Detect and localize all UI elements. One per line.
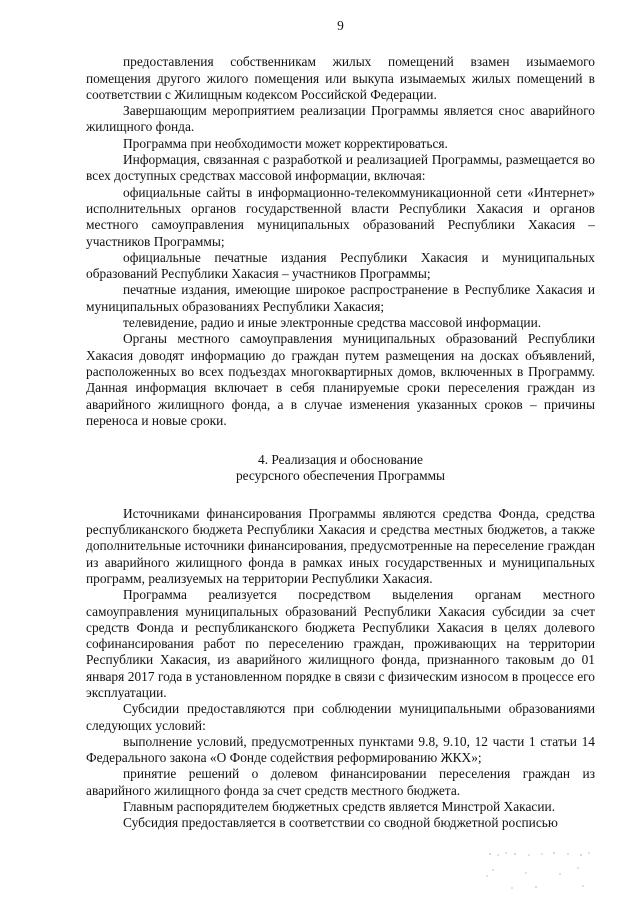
paragraph: Субсидии предоставляются при соблюдении муниципальными образованиями следующих условий:: [86, 701, 595, 733]
list-item: принятие решений о долевом финансировании переселения граждан из аварийного жилищного фонда за счет средств местного бюджета.: [86, 766, 595, 798]
section-heading: [86, 452, 595, 485]
paragraph: Субсидия предоставляется в соответствии со сводной бюджетной росписью: [123, 815, 558, 831]
list-item: официальные сайты в информационно-телекоммуникационной сети «Интернет» исполнительных органов государственной власти Республики Хакасия и органов местного самоуправления муниципальных образований Республики Хакасия – участников Программы;: [86, 184, 595, 249]
section-heading-line: 4. Реализация и обоснование: [258, 452, 423, 468]
paragraph: предоставления собственникам жилых помещений взамен изымаемого помещения другого жилого помещения или выкупа изымаемых жилых помещений в соответствии с Жилищным кодексом Российской Федерации.: [86, 54, 595, 102]
scan-noise-specks: [484, 846, 596, 892]
paragraph: Завершающим мероприятием реализации Программы является снос аварийного жилищного фонда.: [86, 103, 595, 135]
paragraph: Источниками финансирования Программы являются средства Фонда, средства республиканского бюджета Республики Хакасия и средства местных бюджетов, а также дополнительные источники финансирования, предусмотренные на переселение граждан из аварийного жилищного фонда в рамках иных государственных и муниципальных программ, реализуемых на территории Республики Хакасия.: [86, 505, 595, 586]
document-page: [86, 18, 595, 832]
section-heading-line: ресурсного обеспечения Программы: [235, 468, 446, 484]
paragraph: Главным распорядителем бюджетных средств является Минстрой Хакасии.: [123, 799, 556, 815]
list-item: официальные печатные издания Республики Хакасия и муниципальных образований Республики Хакасия – участников Программы;: [86, 249, 595, 282]
paragraph: Органы местного самоуправления муниципальных образований Республики Хакасия доводят информацию до граждан путем размещения на досках объявлений, расположенных во всех подъездах многоквартирных домов, включенных в Программу. Данная информация включает в себя планируемые сроки переселения граждан из аварийного жилищного фонда, а в случае изменения указанных сроков – причины переноса и новые сроки.: [86, 331, 595, 428]
paragraph: Программа при необходимости может корректироваться.: [123, 135, 448, 151]
list-item: печатные издания, имеющие широкое распространение в Республике Хакасия и муниципальных образованиях Республики Хакасия;: [86, 282, 595, 314]
list-item: выполнение условий, предусмотренных пунктами 9.8, 9.10, 12 части 1 статьи 14 Федерального закона «О Фонде содействия реформированию ЖКХ»;: [86, 733, 595, 766]
page-number: 9: [337, 18, 344, 33]
list-item: телевидение, радио и иные электронные средства массовой информации.: [123, 315, 542, 331]
paragraph: Информация, связанная с разработкой и реализацией Программы, размещается во всех доступных средствах массовой информации, включая:: [86, 152, 595, 184]
paragraph: Программа реализуется посредством выделения органам местного самоуправления муниципальных образований Республики Хакасия субсидии за счет средств Фонда и республиканского бюджета Республики Хакасия в целях долевого софинансирования работ по переселению граждан, проживающих на территории Республики Хакасия, из аварийного жилищного фонда, признанного таковым до 01 января 2017 года в установленном порядке в связи с физическим износом в процессе его эксплуатации.: [86, 587, 595, 700]
